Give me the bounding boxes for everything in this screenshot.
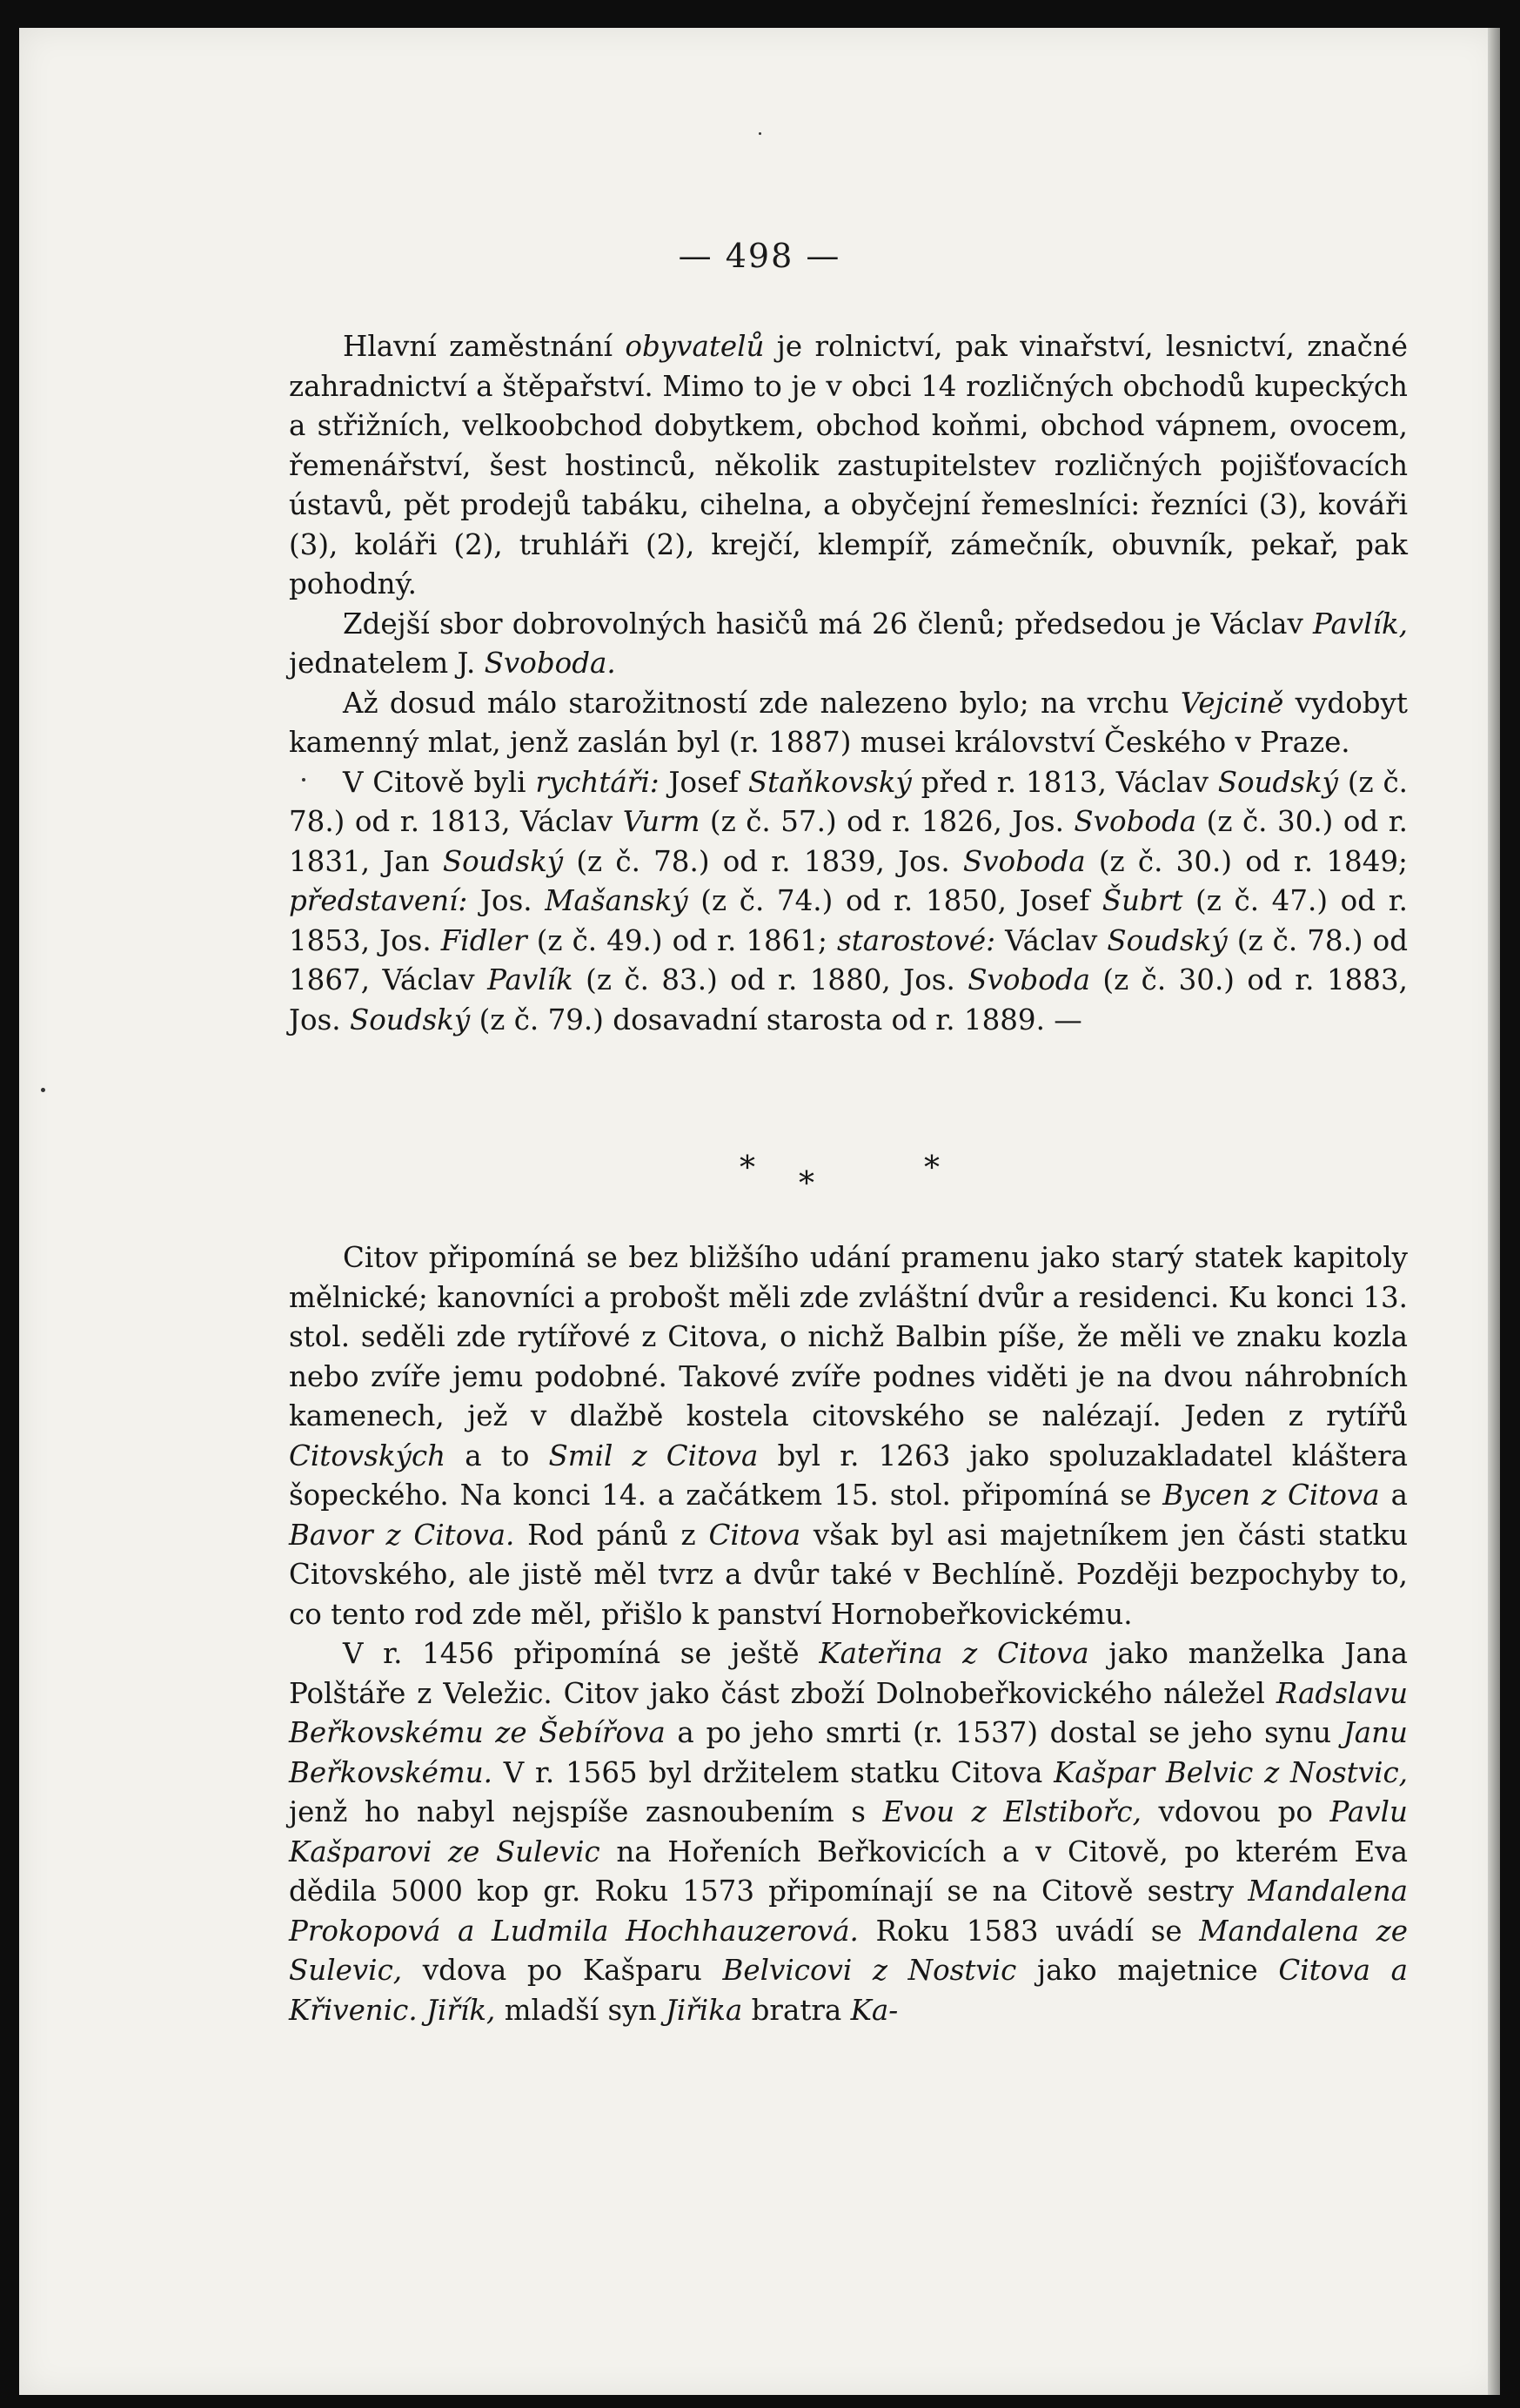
scan-speck (302, 778, 305, 781)
text-run: V Citově byli (343, 765, 536, 799)
text-run: (z č. 79.) dosavadní starosta od r. 1889. — (470, 1003, 1082, 1036)
section-village-economy (289, 327, 1408, 1040)
text-run: (z č. 78.) od r. 1839, Jos. (563, 844, 963, 878)
italic-run: Soudský (1107, 923, 1228, 957)
italic-run: Vejcině (1180, 686, 1284, 720)
text-run: (z č. 78.) od r. 1813, Václav (289, 765, 1408, 838)
text-run: a po jeho smrti (r. 1537) dostal se jeho synu (665, 1716, 1343, 1749)
text-run: V r. 1456 připomíná se ještě (343, 1637, 820, 1670)
italic-run: Bavor z Citova. (289, 1518, 515, 1552)
italic-run: Pavlík (487, 963, 573, 996)
text-run: byl r. 1263 jako spoluzakladatel kláštera šopeckého. Na konci 14. a začátkem 15. stol. připomíná se (289, 1439, 1408, 1512)
paragraph-mayors (289, 763, 1408, 1041)
text-run: (z č. 57.) od r. 1826, Jos. (700, 805, 1075, 838)
divider-star: * (799, 1166, 814, 1202)
text-run: mladší syn (495, 1993, 666, 2027)
italic-run: Belvicovi z Nostvic (722, 1954, 1017, 1987)
text-run: (z č. 47.) od r. 1853, Jos. (289, 884, 1408, 957)
scan-speck (41, 1088, 45, 1092)
text-run: (z č. 83.) od r. 1880, Jos. (573, 963, 968, 996)
italic-run: Svoboda (968, 963, 1090, 996)
italic-run: Staňkovský (747, 765, 912, 799)
text-run: (z č. 30.) od r. 1883, Jos. (289, 963, 1408, 1036)
paragraph-occupations (289, 327, 1408, 605)
text-run: (z č. 30.) od r. 1849; (1085, 844, 1408, 878)
italic-run: Jiřík, (426, 1993, 496, 2027)
text-run: vdovou po (1141, 1795, 1330, 1828)
text-run: bratra (742, 1993, 851, 2027)
italic-run: Smil z Citova (548, 1439, 759, 1472)
italic-run: Mandalena Prokopová a Ludmila Hochhauzerová. (289, 1875, 1408, 1948)
italic-run: Svoboda (1074, 805, 1197, 838)
text-run: však byl asi majetníkem jen části statku Citovského, ale jistě měl tvrz a dvůr také v Bechlíně. Později bezpochyby to, co tento rod zde měl, přišlo k panství Hornobeřkovickému. (289, 1518, 1409, 1631)
italic-run: Soudský (1217, 765, 1339, 799)
text-run: Hlavní zaměstnání (343, 330, 626, 363)
paragraph-citov-origins (289, 1238, 1408, 1634)
text-run: (z č. 30.) od r. 1831, Jan (289, 805, 1408, 878)
text-run: Až dosud málo starožitností zde nalezeno bylo; na vrchu (343, 686, 1181, 720)
text-run: jednatelem J. (289, 647, 485, 680)
text-run: Jos. (467, 884, 546, 917)
text-run: (z č. 74.) od r. 1850, Josef (687, 884, 1102, 917)
scan-speck (759, 132, 761, 135)
text-run: na Hořeních Beřkovicích a v Citově, po kterém Eva dědila 5000 kop gr. Roku 1573 připomínají se na Citově sestry (289, 1835, 1409, 1908)
book-page (19, 28, 1500, 2395)
page-number: — 498 — (678, 237, 841, 275)
italic-run: Ka- (850, 1993, 899, 2027)
text-run: jenž ho nabyl nejspíše zasnoubením s (289, 1795, 883, 1828)
paragraph-antiquities (289, 684, 1408, 763)
italic-run: Fidler (440, 923, 527, 957)
text-run: před r. 1813, Václav (911, 765, 1218, 799)
section-divider (19, 1150, 1500, 1203)
italic-run: Bycen z Citova (1162, 1479, 1380, 1512)
text-run: Citov připomíná se bez bližšího udání pramenu jako starý statek kapitoly mělnické; kanovníci a probošt měli zde zvláštní dvůr a residenci. Ku konci 13. stol. seděli zde rytířové z Citova, o nichž Balbin píše, že měli ve znaku kozla nebo zvíře jemu podobné. Takové zvíře podnes viděti je na dvou náhrobních kamenech, jež v dlažbě kostela citovského se nalézají. Jeden z rytířů (289, 1241, 1408, 1432)
paragraph-citov-owners (289, 1634, 1408, 2030)
italic-run: Kateřina z Citova (819, 1637, 1089, 1670)
italic-run: obyvatelů (625, 330, 765, 363)
italic-run: Pavlu Kašparovi ze Sulevic (289, 1795, 1408, 1868)
text-run: (z č. 78.) od 1867, Václav (289, 923, 1408, 996)
italic-run: Citova a Křivenic. (289, 1954, 1408, 2027)
divider-star: * (740, 1150, 755, 1186)
text-run: Roku 1583 uvádí se (858, 1914, 1200, 1948)
italic-run: Svoboda. (484, 647, 616, 680)
text-run: jako majetnice (1016, 1954, 1279, 1987)
text-run: vdova po Kašparu (402, 1954, 723, 1987)
text-run: Václav (995, 923, 1108, 957)
italic-run: Mandalena ze Sulevic, (289, 1914, 1408, 1987)
italic-run: rychtáři: (535, 765, 660, 799)
italic-run: Jiřika (665, 1993, 743, 2027)
italic-run: Svoboda (962, 844, 1086, 878)
italic-run: Mašanský (545, 884, 688, 917)
italic-run: Evou z Elstibořc, (882, 1795, 1142, 1828)
text-run (418, 1994, 426, 2027)
italic-run: Citova (708, 1518, 801, 1552)
text-run: a (1379, 1479, 1408, 1512)
italic-run: starostové: (837, 923, 996, 957)
paragraph-fire-brigade (289, 605, 1408, 684)
text-run: vydobyt kamenný mlat, jenž zaslán byl (r. 1887) musei království Českého v Praze. (289, 686, 1408, 759)
italic-run: Kašpar Belvic z Nostvic, (1054, 1755, 1408, 1789)
italic-run: Soudský (349, 1003, 471, 1036)
italic-run: Vurm (622, 805, 700, 838)
text-run: Josef (659, 765, 748, 799)
text-run: Zdejší sbor dobrovolných hasičů má 26 členů; předsedou je Václav (343, 607, 1314, 641)
italic-run: Pavlík, (1313, 607, 1408, 641)
section-history (289, 1238, 1408, 2030)
text-run: a to (445, 1439, 549, 1472)
italic-run: Citovských (289, 1439, 446, 1472)
italic-run: Radslavu Beřkovskému ze Šebířova (289, 1676, 1408, 1749)
italic-run: Soudský (442, 844, 564, 878)
text-run: V r. 1565 byl držitelem statku Citova (492, 1755, 1055, 1789)
text-run: (z č. 49.) od r. 1861; (526, 923, 838, 957)
text-run: jako manželka Jana Polštáře z Veležic. Citov jako část zboží Dolnobeřkovického náležel (289, 1637, 1408, 1710)
italic-run: Janu Beřkovskému. (289, 1716, 1408, 1789)
italic-run: Šubrt (1101, 884, 1183, 917)
text-run: Rod pánů z (514, 1518, 709, 1552)
text-run: je rolnictví, pak vinařství, lesnictví, značné zahradnictví a štěpařství. Mimo to je v obci 14 rozličných obchodů kupeckých a střižních, velkoobchod dobytkem, obchod koňmi, obchod vápnem, ovocem, řemenářství, šest hostinců, několik zastupitelstev rozličných pojišťovacích ústavů, pět prodejů tabáku, cihelna, a obyčejní řemeslníci: řezníci (3), kováři (3), koláři (2), truhláři (2), krejčí, klempíř, zámečník, obuvník, pekař, pak pohodný. (289, 330, 1409, 600)
page-edge (1488, 28, 1500, 2395)
italic-run: představení: (289, 884, 468, 917)
divider-star: * (924, 1150, 940, 1186)
